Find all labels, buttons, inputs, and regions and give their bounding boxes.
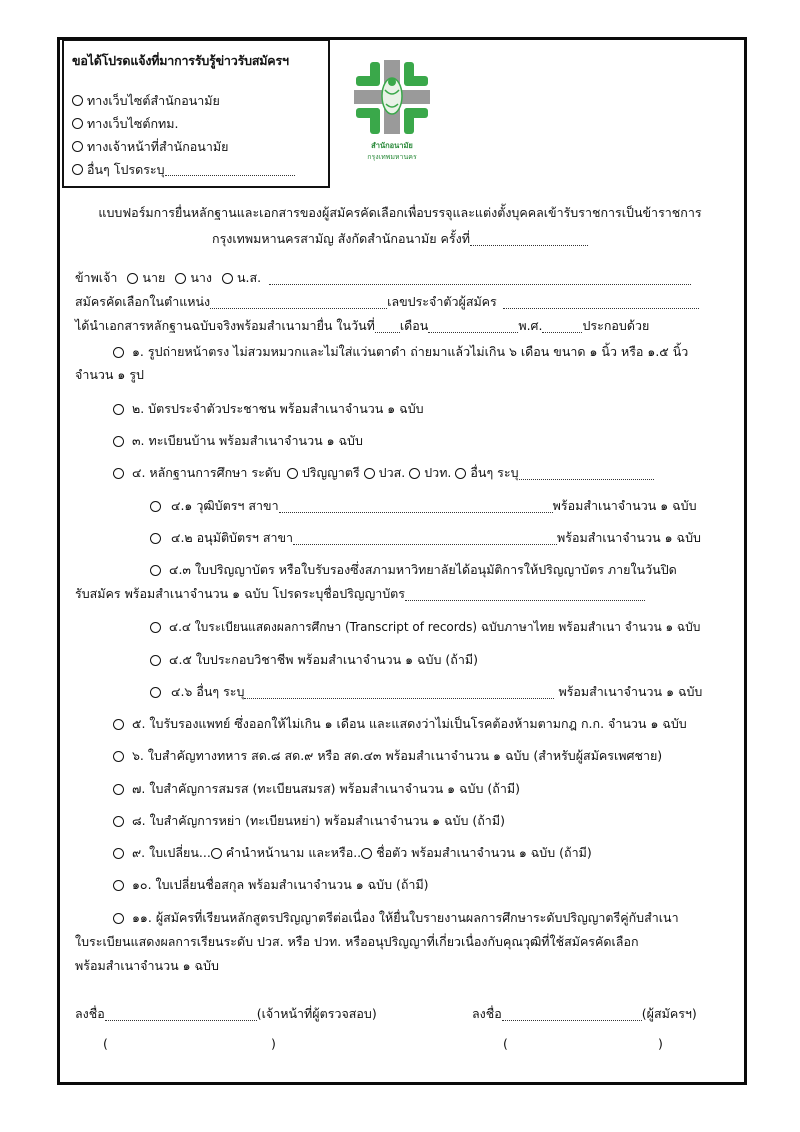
radio-circle-icon[interactable]	[113, 816, 124, 827]
other-level-field[interactable]	[519, 467, 654, 480]
radio-circle-icon[interactable]	[113, 468, 124, 479]
checklist-item-7[interactable]: ๗. ใบสำคัญการสมรส (ทะเบียนสมรส) พร้อมสำเนาจำนวน ๑ ฉบับ (ถ้ามี)	[113, 779, 520, 799]
form-title-line2: กรุงเทพมหานครสามัญ สังกัดสำนักอนามัย ครั้งที่	[60, 229, 740, 249]
radio-other-level-icon[interactable]	[455, 468, 466, 479]
applicant-name-paren-close: )	[658, 1036, 663, 1051]
radio-mr-icon[interactable]	[127, 273, 138, 284]
radio-circle-icon[interactable]	[113, 784, 124, 795]
applicant-signature-field[interactable]	[502, 1008, 642, 1021]
source-of-news-box	[62, 40, 330, 188]
radio-circle-icon[interactable]	[150, 687, 161, 698]
checklist-item-2[interactable]: ๒. บัตรประจำตัวประชาชน พร้อมสำเนาจำนวน ๑ ฉบับ	[113, 399, 424, 419]
radio-title-change-icon[interactable]	[211, 848, 222, 859]
source-option-other[interactable]	[72, 158, 328, 181]
green-cross-icon	[352, 58, 432, 168]
radio-circle-icon[interactable]	[150, 565, 161, 576]
option-label: ทางเว็บไซต์กทม.	[87, 116, 179, 131]
radio-high-vocational-icon[interactable]	[364, 468, 375, 479]
radio-circle-icon[interactable]	[150, 655, 161, 666]
radio-circle-icon[interactable]	[72, 118, 83, 129]
checklist-item-4-2[interactable]: ๔.๒ อนุมัติบัตรฯ สาขา พร้อมสำเนาจำนวน ๑ ฉบับ	[150, 528, 701, 548]
radio-circle-icon[interactable]	[150, 501, 161, 512]
checklist-item-6[interactable]: ๖. ใบสำคัญทางทหาร สด.๘ สด.๙ หรือ สด.๔๓ พร้อมสำเนาจำนวน ๑ ฉบับ (สำหรับผู้สมัครเพศชาย)	[113, 746, 662, 766]
option-label: อื่นๆ โปรดระบุ	[87, 162, 165, 177]
radio-circle-icon[interactable]	[113, 436, 124, 447]
svg-text:สำนักอนามัย: สำนักอนามัย	[371, 141, 413, 150]
other-document-field[interactable]	[244, 686, 554, 699]
position-field[interactable]	[210, 296, 387, 309]
radio-miss-icon[interactable]	[222, 273, 233, 284]
radio-circle-icon[interactable]	[113, 880, 124, 891]
applicant-name-paren-open: (	[503, 1036, 508, 1051]
checklist-item-8[interactable]: ๘. ใบสำคัญการหย่า (ทะเบียนหย่า) พร้อมสำเนาจำนวน ๑ ฉบับ (ถ้ามี)	[113, 811, 505, 831]
officer-signature-row: ลงชื่อ (เจ้าหน้าที่ผู้ตรวจสอบ)	[75, 1006, 377, 1021]
officer-name-paren-open: (	[103, 1036, 108, 1051]
radio-mrs-icon[interactable]	[175, 273, 186, 284]
checklist-item-4-5[interactable]: ๔.๕ ใบประกอบวิชาชีพ พร้อมสำเนาจำนวน ๑ ฉบับ (ถ้ามี)	[150, 650, 478, 670]
radio-circle-icon[interactable]	[150, 533, 161, 544]
radio-circle-icon[interactable]	[72, 95, 83, 106]
checklist-item-11[interactable]: ๑๑. ผู้สมัครที่เรียนหลักสูตรปริญญาตรีต่อเนื่อง ให้ยื่นใบรายงานผลการศึกษาระดับปริญญาตรีคู่กับสำเนา	[113, 908, 679, 928]
radio-circle-icon[interactable]	[72, 164, 83, 175]
radio-bachelor-icon[interactable]	[287, 468, 298, 479]
radio-circle-icon[interactable]	[113, 347, 124, 358]
svg-text:กรุงเทพมหานคร: กรุงเทพมหานคร	[367, 153, 417, 161]
approval-major-field[interactable]	[293, 532, 557, 545]
form-title-line1: แบบฟอร์มการยื่นหลักฐานและเอกสารของผู้สมัครคัดเลือกเพื่อบรรจุและแต่งตั้งบุคคลเข้ารับราชการเป็นข้าราชการ	[98, 205, 702, 220]
day-field[interactable]	[375, 320, 400, 333]
checklist-item-10[interactable]: ๑๐. ใบเปลี่ยนชื่อสกุล พร้อมสำเนาจำนวน ๑ ฉบับ (ถ้ามี)	[113, 875, 429, 895]
checklist-item-3[interactable]: ๓. ทะเบียนบ้าน พร้อมสำเนาจำนวน ๑ ฉบับ	[113, 431, 363, 451]
option-label: ทางเจ้าหน้าที่สำนักอนามัย	[87, 139, 229, 154]
checklist-item-4-3[interactable]: ๔.๓ ใบปริญญาบัตร หรือใบรับรองซึ่งสภามหาวิทยาลัยได้อนุมัติการให้ปริญญาบัตร ภายในวันปิด	[150, 560, 677, 580]
degree-name-field[interactable]	[405, 588, 645, 601]
radio-circle-icon[interactable]	[113, 404, 124, 415]
checklist-item-5[interactable]: ๕. ใบรับรองแพทย์ ซึ่งออกให้ไม่เกิน ๑ เดือน และแสดงว่าไม่เป็นโรคต้องห้ามตามกฎ ก.ก. จำนวน ๑ ฉบับ	[113, 714, 687, 734]
radio-circle-icon[interactable]	[113, 751, 124, 762]
radio-first-name-change-icon[interactable]	[361, 848, 372, 859]
radio-circle-icon[interactable]	[150, 622, 161, 633]
officer-signature-field[interactable]	[105, 1008, 257, 1021]
checklist-item-9[interactable]: ๙. ใบเปลี่ยน... คำนำหน้านาม และหรือ.. ชื่อตัว พร้อมสำเนาจำนวน ๑ ฉบับ (ถ้ามี)	[113, 843, 592, 863]
other-source-field[interactable]	[165, 163, 295, 176]
round-number-field[interactable]	[470, 233, 588, 246]
radio-circle-icon[interactable]	[113, 913, 124, 924]
officer-name-paren-close: )	[271, 1036, 276, 1051]
source-option-bma-website[interactable]	[72, 112, 328, 135]
certificate-major-field[interactable]	[279, 500, 553, 513]
year-field[interactable]	[542, 320, 582, 333]
source-option-health-website[interactable]	[72, 89, 328, 112]
checklist-item-4-4[interactable]: ๔.๔ ใบระเบียนแสดงผลการศึกษา (Transcript of records) ฉบับภาษาไทย พร้อมสำเนา จำนวน ๑ ฉบับ	[150, 618, 700, 637]
option-label: ทางเว็บไซต์สำนักอนามัย	[87, 93, 220, 108]
radio-circle-icon[interactable]	[72, 141, 83, 152]
applicant-signature-row: ลงชื่อ (ผู้สมัครฯ)	[472, 1006, 697, 1021]
health-department-logo	[352, 58, 432, 168]
checklist-item-11-cont1: ใบระเบียนแสดงผลการเรียนระดับ ปวส. หรือ ปวท. หรืออนุปริญญาที่เกี่ยวเนื่องกับคุณวุฒิที่ใช้สมัครคัดเลือก	[75, 934, 639, 949]
applicant-id-field[interactable]	[503, 296, 699, 309]
radio-technical-icon[interactable]	[409, 468, 420, 479]
source-option-health-staff[interactable]	[72, 135, 328, 158]
checklist-item-4-3-cont: รับสมัคร พร้อมสำเนาจำนวน ๑ ฉบับ โปรดระบุชื่อปริญญาบัตร	[75, 584, 645, 604]
checklist-item-4[interactable]: ๔. หลักฐานการศึกษา ระดับ ปริญญาตรี ปวส. ปวท. อื่นๆ ระบุ	[113, 463, 654, 483]
checklist-item-11-cont2: พร้อมสำเนาจำนวน ๑ ฉบับ	[75, 958, 219, 973]
submission-date-row: ได้นำเอกสารหลักฐานฉบับจริงพร้อมสำเนามายื่น ในวันที่ เดือน พ.ศ. ประกอบด้วย	[75, 318, 650, 333]
checklist-item-4-6[interactable]: ๔.๖ อื่นๆ ระบุ พร้อมสำเนาจำนวน ๑ ฉบับ	[150, 682, 702, 702]
source-box-title: ขอได้โปรดแจ้งที่มาการรับรู้ข่าวรับสมัครฯ	[72, 53, 289, 68]
checklist-item-4-1[interactable]: ๔.๑ วุฒิบัตรฯ สาขา พร้อมสำเนาจำนวน ๑ ฉบับ	[150, 496, 697, 516]
applicant-name-row: ข้าพเจ้า นาย นาง น.ส.	[75, 268, 691, 288]
radio-circle-icon[interactable]	[113, 848, 124, 859]
position-row: สมัครคัดเลือกในตำแหน่ง เลขประจำตัวผู้สมัคร	[75, 292, 699, 312]
checklist-item-1[interactable]: ๑. รูปถ่ายหน้าตรง ไม่สวมหมวกและไม่ใส่แว่นตาดำ ถ่ายมาแล้วไม่เกิน ๖ เดือน ขนาด ๑ นิ้ว หรือ ๑.๕ นิ้ว	[113, 342, 688, 362]
month-field[interactable]	[428, 320, 518, 333]
radio-circle-icon[interactable]	[113, 719, 124, 730]
checklist-item-1-cont: จำนวน ๑ รูป	[75, 367, 144, 382]
applicant-name-field[interactable]	[269, 272, 691, 285]
